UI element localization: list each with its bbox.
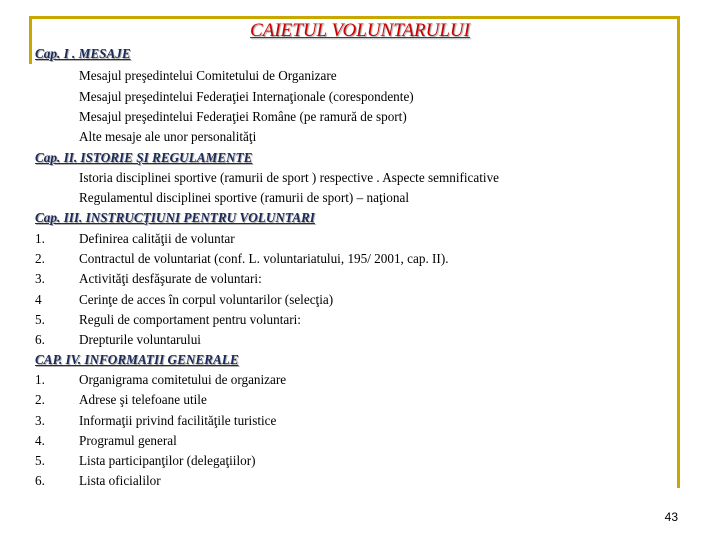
- section-1-heading: Cap. I . MESAJE: [35, 46, 131, 61]
- item-number: 6.: [35, 332, 45, 347]
- list-item: Alte mesaje ale unor personalităţi: [79, 129, 257, 144]
- item-text: Programul general: [79, 433, 177, 448]
- frame-right-border: [677, 16, 680, 488]
- list-item: Mesajul preşedintelui Federaţiei Internaţionale (corespondente): [79, 89, 414, 104]
- item-text: Cerinţe de acces în corpul voluntarilor (selecţia): [79, 292, 334, 307]
- item-number: 6.: [35, 473, 45, 488]
- item-number: 2.: [35, 392, 45, 407]
- item-number: 5.: [35, 453, 45, 468]
- item-number: 1.: [35, 372, 45, 387]
- item-number: 1.: [35, 231, 45, 246]
- item-number: 4.: [35, 433, 45, 448]
- list-item: Regulamentul disciplinei sportive (ramurii de sport) – naţional: [79, 190, 409, 205]
- item-text: Drepturile voluntarului: [79, 332, 201, 347]
- section-3-heading: Cap. III. INSTRUCŢIUNI PENTRU VOLUNTARI: [35, 210, 315, 225]
- frame-top-border: [29, 16, 679, 19]
- item-number: 4: [35, 292, 42, 307]
- list-item: Istoria disciplinei sportive (ramurii de sport ) respective . Aspecte semnificative: [79, 170, 500, 185]
- page-number: 43: [664, 510, 678, 524]
- item-text: Reguli de comportament pentru voluntari:: [79, 312, 301, 327]
- item-text: Informaţii privind facilităţile turistice: [79, 413, 277, 428]
- list-item: Mesajul preşedintelui Comitetului de Organizare: [79, 68, 337, 83]
- item-number: 3.: [35, 271, 45, 286]
- item-text: Organigrama comitetului de organizare: [79, 372, 287, 387]
- item-text: Contractul de voluntariat (conf. L. voluntariatului, 195/ 2001, cap. II).: [79, 251, 449, 266]
- item-text: Definirea calităţii de voluntar: [79, 231, 235, 246]
- item-text: Adrese şi telefoane utile: [79, 392, 207, 407]
- page-title: CAIETUL VOLUNTARULUI: [250, 20, 470, 41]
- section-4-heading: CAP. IV. INFORMATII GENERALE: [35, 352, 239, 367]
- section-2-heading: Cap. II. ISTORIE ŞI REGULAMENTE: [35, 150, 253, 165]
- item-number: 2.: [35, 251, 45, 266]
- item-text: Lista oficialilor: [79, 473, 161, 488]
- item-number: 3.: [35, 413, 45, 428]
- list-item: Mesajul preşedintelui Federaţiei Române (pe ramură de sport): [79, 109, 407, 124]
- item-text: Lista participanţilor (delegaţiilor): [79, 453, 256, 468]
- item-number: 5.: [35, 312, 45, 327]
- item-text: Activităţi desfăşurate de voluntari:: [79, 271, 262, 286]
